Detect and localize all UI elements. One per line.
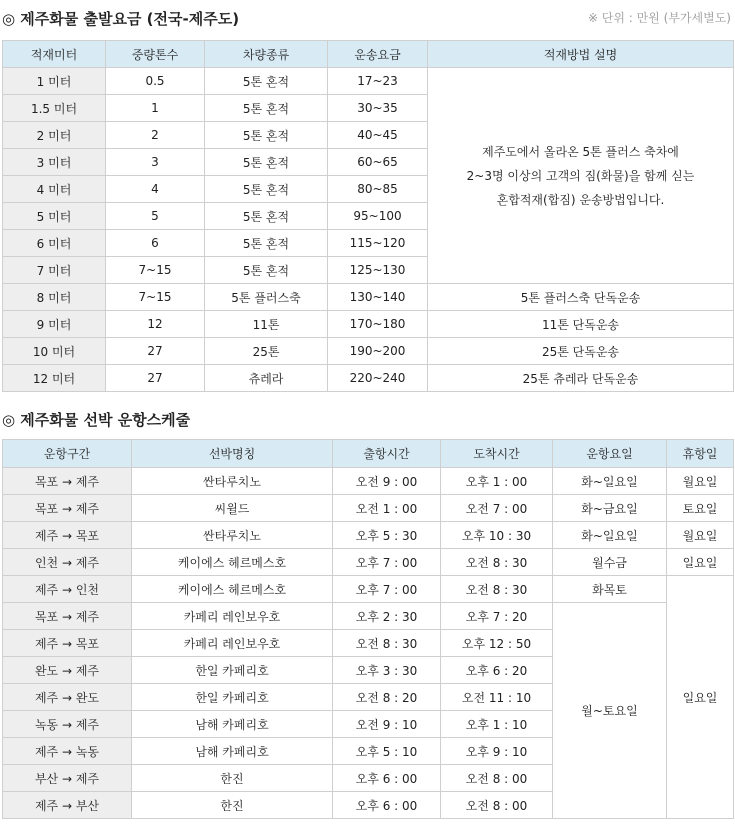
arrive-cell: 오후 10 : 30: [441, 522, 553, 549]
depart-cell: 오전 9 : 00: [333, 468, 441, 495]
arrive-cell: 오전 7 : 00: [441, 495, 553, 522]
header-arrive: 도착시간: [441, 440, 553, 468]
vehicle-cell: 5톤 혼적: [205, 257, 328, 284]
meter-cell: 4 미터: [3, 176, 106, 203]
vehicle-cell: 5톤 혼적: [205, 122, 328, 149]
schedule-section-title: ◎ 제주화물 선박 운항스케줄: [2, 411, 191, 429]
route-cell: 제주 → 목포: [3, 522, 132, 549]
route-cell: 목포 → 제주: [3, 468, 132, 495]
tons-cell: 0.5: [106, 68, 205, 95]
depart-cell: 오후 6 : 00: [333, 765, 441, 792]
ship-cell: 한일 카페리호: [132, 657, 333, 684]
header-days: 운항요일: [553, 440, 667, 468]
method-cell: 25톤 츄레라 단독운송: [428, 365, 734, 392]
header-method: 적재방법 설명: [428, 41, 734, 68]
vehicle-cell: 5톤 혼적: [205, 149, 328, 176]
days-cell: 화목토: [553, 576, 667, 603]
arrive-cell: 오전 8 : 30: [441, 549, 553, 576]
merged-days-cell: 월~토요일: [553, 603, 667, 819]
vehicle-cell: 5톤 혼적: [205, 176, 328, 203]
meter-cell: 1 미터: [3, 68, 106, 95]
off-cell: 월요일: [667, 522, 734, 549]
route-cell: 녹동 → 제주: [3, 711, 132, 738]
vehicle-cell: 11톤: [205, 311, 328, 338]
fare-cell: 170~180: [328, 311, 428, 338]
header-route: 운항구간: [3, 440, 132, 468]
meter-cell: 5 미터: [3, 203, 106, 230]
tons-cell: 2: [106, 122, 205, 149]
depart-cell: 오후 7 : 00: [333, 549, 441, 576]
header-ship: 선박명칭: [132, 440, 333, 468]
fare-cell: 80~85: [328, 176, 428, 203]
ship-cell: 남해 카페리호: [132, 738, 333, 765]
unit-note: ※ 단위 : 만원 (부가세별도): [587, 11, 731, 25]
meter-cell: 2 미터: [3, 122, 106, 149]
header-vehicle: 차량종류: [205, 41, 328, 68]
route-cell: 제주 → 인천: [3, 576, 132, 603]
tons-cell: 7~15: [106, 257, 205, 284]
depart-cell: 오후 3 : 30: [333, 657, 441, 684]
depart-cell: 오전 8 : 20: [333, 684, 441, 711]
days-cell: 화~일요일: [553, 522, 667, 549]
meter-cell: 7 미터: [3, 257, 106, 284]
table-row: [3, 284, 734, 311]
meter-cell: 12 미터: [3, 365, 106, 392]
header-tons: 중량톤수: [106, 41, 205, 68]
ship-cell: 싼타루치노: [132, 468, 333, 495]
vehicle-cell: 25톤: [205, 338, 328, 365]
tons-cell: 5: [106, 203, 205, 230]
arrive-cell: 오후 9 : 10: [441, 738, 553, 765]
fare-cell: 60~65: [328, 149, 428, 176]
fare-cell: 30~35: [328, 95, 428, 122]
ship-cell: 남해 카페리호: [132, 711, 333, 738]
fare-cell: 40~45: [328, 122, 428, 149]
tons-cell: 27: [106, 365, 205, 392]
days-cell: 월수금: [553, 549, 667, 576]
fare-cell: 95~100: [328, 203, 428, 230]
route-cell: 제주 → 완도: [3, 684, 132, 711]
tons-cell: 6: [106, 230, 205, 257]
fare-cell: 115~120: [328, 230, 428, 257]
ship-cell: 한진: [132, 765, 333, 792]
schedule-header-row: [3, 440, 734, 468]
depart-cell: 오후 2 : 30: [333, 603, 441, 630]
route-cell: 부산 → 제주: [3, 765, 132, 792]
table-row: [3, 576, 734, 603]
fare-cell: 220~240: [328, 365, 428, 392]
table-row: [3, 68, 734, 95]
tons-cell: 4: [106, 176, 205, 203]
route-cell: 목포 → 제주: [3, 495, 132, 522]
ship-cell: 카페리 레인보우호: [132, 630, 333, 657]
depart-cell: 오후 5 : 30: [333, 522, 441, 549]
fare-table: [2, 40, 734, 392]
arrive-cell: 오전 8 : 30: [441, 576, 553, 603]
route-cell: 인천 → 제주: [3, 549, 132, 576]
tons-cell: 3: [106, 149, 205, 176]
meter-cell: 3 미터: [3, 149, 106, 176]
table-row: [3, 365, 734, 392]
route-cell: 제주 → 녹동: [3, 738, 132, 765]
fare-section-title: ◎ 제주화물 출발요금 (전국-제주도): [2, 10, 240, 28]
depart-cell: 오후 7 : 00: [333, 576, 441, 603]
ship-cell: 카페리 레인보우호: [132, 603, 333, 630]
table-row: [3, 311, 734, 338]
arrive-cell: 오후 1 : 00: [441, 468, 553, 495]
merged-method-description: [428, 68, 734, 284]
arrive-cell: 오후 6 : 20: [441, 657, 553, 684]
days-cell: 화~일요일: [553, 468, 667, 495]
header-fare: 운송요금: [328, 41, 428, 68]
fare-header-row: [3, 41, 734, 68]
meter-cell: 1.5 미터: [3, 95, 106, 122]
method-cell: 25톤 단독운송: [428, 338, 734, 365]
tons-cell: 7~15: [106, 284, 205, 311]
table-row: [3, 495, 734, 522]
method-cell: 11톤 단독운송: [428, 311, 734, 338]
fare-cell: 130~140: [328, 284, 428, 311]
fare-cell: 125~130: [328, 257, 428, 284]
header-depart: 출항시간: [333, 440, 441, 468]
tons-cell: 12: [106, 311, 205, 338]
tons-cell: 27: [106, 338, 205, 365]
depart-cell: 오후 6 : 00: [333, 792, 441, 819]
header-off: 휴항일: [667, 440, 734, 468]
meter-cell: 10 미터: [3, 338, 106, 365]
route-cell: 제주 → 목포: [3, 630, 132, 657]
meter-cell: 6 미터: [3, 230, 106, 257]
vehicle-cell: 5톤 혼적: [205, 203, 328, 230]
route-cell: 완도 → 제주: [3, 657, 132, 684]
ship-cell: 씨윌드: [132, 495, 333, 522]
desc-line: 혼합적재(합짐) 운송방법입니다.: [496, 192, 665, 207]
method-cell: 5톤 플러스축 단독운송: [428, 284, 734, 311]
desc-line: 2~3명 이상의 고객의 짐(화물)을 함께 싣는: [466, 168, 695, 183]
ship-cell: 케이에스 헤르메스호: [132, 549, 333, 576]
vehicle-cell: 츄레라: [205, 365, 328, 392]
table-row: [3, 338, 734, 365]
depart-cell: 오전 9 : 10: [333, 711, 441, 738]
depart-cell: 오전 1 : 00: [333, 495, 441, 522]
arrive-cell: 오전 11 : 10: [441, 684, 553, 711]
desc-line: 제주도에서 올라온 5톤 플러스 축차에: [482, 144, 679, 159]
days-cell: 화~금요일: [553, 495, 667, 522]
depart-cell: 오후 5 : 10: [333, 738, 441, 765]
route-cell: 제주 → 부산: [3, 792, 132, 819]
depart-cell: 오전 8 : 30: [333, 630, 441, 657]
route-cell: 목포 → 제주: [3, 603, 132, 630]
vehicle-cell: 5톤 혼적: [205, 68, 328, 95]
meter-cell: 9 미터: [3, 311, 106, 338]
off-cell: 토요일: [667, 495, 734, 522]
arrive-cell: 오전 8 : 00: [441, 792, 553, 819]
fare-cell: 190~200: [328, 338, 428, 365]
schedule-table: [2, 439, 734, 819]
table-row: [3, 522, 734, 549]
table-row: [3, 549, 734, 576]
arrive-cell: 오후 1 : 10: [441, 711, 553, 738]
off-cell: 일요일: [667, 549, 734, 576]
vehicle-cell: 5톤 플러스축: [205, 284, 328, 311]
tons-cell: 1: [106, 95, 205, 122]
vehicle-cell: 5톤 혼적: [205, 230, 328, 257]
table-row: [3, 603, 734, 630]
ship-cell: 한진: [132, 792, 333, 819]
header-meter: 적재미터: [3, 41, 106, 68]
meter-cell: 8 미터: [3, 284, 106, 311]
off-cell: 월요일: [667, 468, 734, 495]
vehicle-cell: 5톤 혼적: [205, 95, 328, 122]
arrive-cell: 오후 7 : 20: [441, 603, 553, 630]
ship-cell: 케이에스 헤르메스호: [132, 576, 333, 603]
fare-cell: 17~23: [328, 68, 428, 95]
merged-off-cell: 일요일: [667, 576, 734, 819]
ship-cell: 한일 카페리호: [132, 684, 333, 711]
table-row: [3, 468, 734, 495]
arrive-cell: 오후 12 : 50: [441, 630, 553, 657]
arrive-cell: 오전 8 : 00: [441, 765, 553, 792]
ship-cell: 싼타루치노: [132, 522, 333, 549]
